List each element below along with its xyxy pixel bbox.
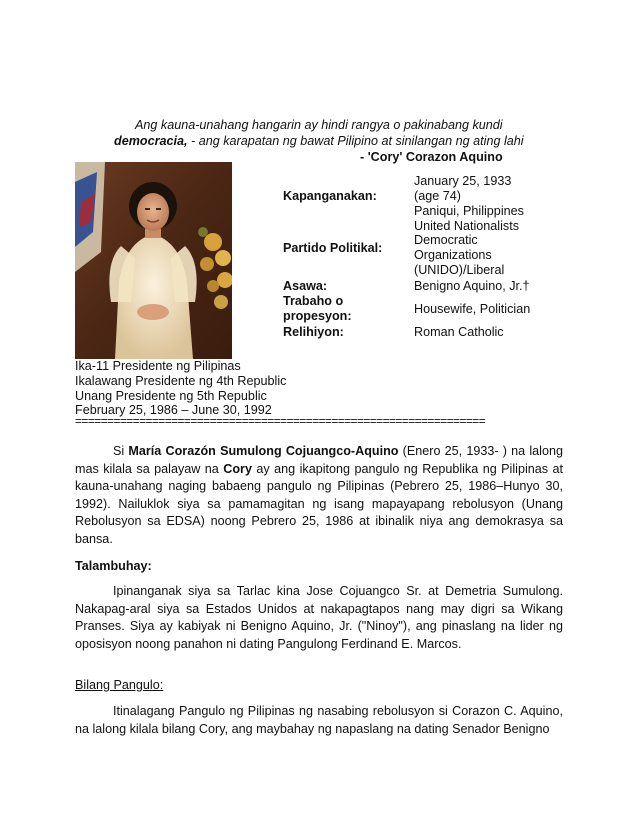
- separator-line: ================================================================: [75, 414, 486, 428]
- full-name: María Corazón Sumulong Cojuangco-Aquino: [128, 444, 399, 458]
- birth-age: (age 74): [414, 189, 461, 203]
- presidency-text: Itinalagang Pangulo ng Pilipinas ng nasabing rebolusyon si Corazon C. Aquino, na lalong kilala bilang Cory, ang maybahay ng napaslang na dating Senador Benigno: [75, 704, 563, 736]
- nickname: Cory: [223, 461, 252, 476]
- job-label-2: propesyon:: [283, 309, 352, 323]
- religion-label: Relihiyon:: [283, 325, 344, 339]
- quote-line-1: Ang kauna-unahang hangarin ay hindi rangya o pakinabang kundi: [135, 118, 503, 132]
- birth-label: Kapanganakan:: [283, 189, 377, 203]
- quote-bold-word: democracia,: [114, 134, 188, 148]
- quote-line-2-rest: - ang karapatan ng bawat Pilipino at sinilangan ng ating lahi: [187, 134, 524, 148]
- title-line-1: Ika-11 Presidente ng Pilipinas: [75, 359, 241, 373]
- title-line-2: Ikalawang Presidente ng 4th Republic: [75, 374, 287, 388]
- title-line-3: Unang Presidente ng 5th Republic: [75, 389, 267, 403]
- presidency-heading: Bilang Pangulo:: [75, 678, 164, 692]
- intro-lead: Si: [113, 444, 129, 458]
- job-label-1: Trabaho o: [283, 294, 344, 308]
- biography-paragraph: [75, 583, 563, 653]
- spouse-label: Asawa:: [283, 279, 328, 293]
- party-line-4: (UNIDO)/Liberal: [414, 263, 505, 277]
- birth-place: Paniqui, Philippines: [414, 204, 524, 218]
- quote-line-2: [114, 133, 524, 149]
- party-line-1: United Nationalists: [414, 219, 519, 233]
- party-line-3: Organizations: [414, 248, 492, 262]
- intro-paragraph: [75, 443, 563, 549]
- presidency-paragraph: [75, 703, 563, 738]
- title-term: February 25, 1986 – June 30, 1992: [75, 403, 272, 417]
- job-value: Housewife, Politician: [414, 302, 531, 316]
- party-label: Partido Politikal:: [283, 241, 383, 255]
- portrait-photo: [75, 162, 232, 359]
- intro-mid: (Enero 25, 1933- ) na lalong mas kilala sa palayaw na: [75, 444, 563, 476]
- intro-rest: ay ang ikapitong pangulo ng Republika ng Pilipinas at kauna-unahang naging babaeng pangulo ng Pilipinas (Pebrero 25, 1986–Hunyo 30, 1992). Nailuklok siya sa pamamagitan ng isang mapayapang rebolusyon (Unang Rebolusyon sa EDSA) noong Pebrero 25, 1986 at ibinalik niya ang demokrasya sa bansa.: [75, 461, 564, 546]
- spouse-value: Benigno Aquino, Jr.†: [414, 279, 530, 293]
- party-line-2: Democratic: [414, 233, 478, 247]
- biography-text: Ipinanganak siya sa Tarlac kina Jose Cojuangco Sr. at Demetria Sumulong. Nakapag-aral siya sa Estados Unidos at nakapagtapos nang may digri sa Wikang Pranses. Siya ay kabiyak ni Benigno Aquino, Jr. ("Ninoy"), ang pinaslang na lider ng oposisyon noong panahon ni dating Pangulong Ferdinand E. Marcos.: [75, 584, 563, 651]
- religion-value: Roman Catholic: [414, 325, 504, 339]
- quote-attribution: - 'Cory' Corazon Aquino: [360, 150, 503, 164]
- birth-date: January 25, 1933: [414, 174, 512, 188]
- biography-heading: Talambuhay:: [75, 559, 152, 573]
- portrait-image: [75, 162, 232, 359]
